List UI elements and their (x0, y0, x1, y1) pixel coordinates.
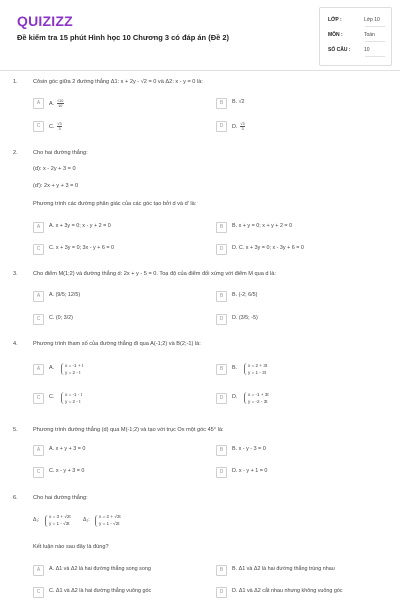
header (0, 0, 400, 72)
option-text: D. (3/5; -5) (232, 315, 258, 321)
question-text: Côsin góc giữa 2 đường thẳng Δ1: x + 2y - √2 = 0 và Δ2: x - y = 0 là: (33, 79, 203, 85)
option-letter: D (216, 467, 227, 478)
option-text: A. x = -1 + t y = 2 - t (49, 363, 84, 375)
question-text: Cho hai đường thẳng: (33, 150, 88, 156)
meta-label-count: SỐ CÂU : (328, 47, 351, 53)
option-letter: B (216, 222, 227, 233)
option-letter: A (33, 565, 44, 576)
question-text: Cho điểm M(1;2) và đường thẳng d: 2x + y - 5 = 0. Toạ độ của điểm đối xứng với điểm M qua d là: (33, 271, 276, 277)
option-text: D. $\frac{√3}{3}$ (232, 122, 245, 131)
option-letter: D (216, 314, 227, 325)
option-text: C. Δ1 và Δ2 là hai đường thẳng vuông góc (49, 588, 152, 594)
option-text: C. (0; 3/2) (49, 315, 73, 321)
option-letter: C (33, 314, 44, 325)
question-text: Phương trình đường thẳng (d) qua M(-1;2) và tạo với trục Ox một góc 45° là: (33, 427, 224, 433)
option-letter: B (216, 445, 227, 456)
option-letter: B (216, 291, 227, 302)
meta-label-class: LỚP : (328, 17, 342, 23)
option-text: C. x + 3y = 0; 3x - y + 6 = 0 (49, 245, 115, 251)
question-number: 6. (13, 495, 18, 501)
option-text: B. x + y = 0; x + y + 2 = 0 (232, 223, 293, 229)
option-letter: D (216, 121, 227, 132)
option-letter: D (216, 393, 227, 404)
line-equation: (d'): 2x + y + 3 = 0 (33, 183, 79, 189)
quizizz-logo: QUIZIZZ (17, 13, 73, 29)
option-letter: B (216, 98, 227, 109)
meta-box (319, 7, 392, 66)
option-letter: C (33, 244, 44, 255)
header-divider (0, 70, 400, 71)
document-title: Đề kiểm tra 15 phút Hình học 10 Chương 3 có đáp án (Đề 2) (17, 33, 230, 42)
option-letter: C (33, 393, 44, 404)
option-text: D. x - y + 1 = 0 (232, 468, 268, 474)
option-text: A. (9/5; 12/5) (49, 292, 81, 298)
option-letter: A (33, 291, 44, 302)
question-number: 5. (13, 427, 18, 433)
option-text: B. √2 (232, 99, 245, 105)
question-subtext: Phương trình các đường phân giác của các góc tạo bởi d và d' là: (33, 201, 197, 207)
option-letter: A (33, 445, 44, 456)
option-text: A. $\frac{√10}{10}$ (49, 99, 64, 108)
system-delta-2: Δ₂: (83, 517, 90, 523)
option-text: A. x + y + 3 = 0 (49, 446, 86, 452)
option-letter: C (33, 467, 44, 478)
meta-value-subject: Toán (364, 32, 375, 38)
option-letter: A (33, 98, 44, 109)
option-text: D. Δ1 và Δ2 cắt nhau nhưng không vuông góc (232, 588, 343, 594)
option-letter: C (33, 587, 44, 598)
option-text: D. C. x + 3y = 0; x - 3y + 6 = 0 (232, 245, 304, 251)
option-text: B. Δ1 và Δ2 là hai đường thẳng trùng nhau (232, 566, 335, 572)
question-text: Cho hai đường thẳng: (33, 495, 88, 501)
question-number: 3. (13, 271, 18, 277)
option-letter: B (216, 565, 227, 576)
option-letter: A (33, 222, 44, 233)
option-letter: D (216, 244, 227, 255)
option-text: C. x = -1 - t y = 2 - t (49, 392, 82, 404)
question-subtext: Kết luận nào sau đây là đúng? (33, 544, 109, 550)
meta-value-class: Lớp 10 (364, 17, 380, 23)
option-text: A. Δ1 và Δ2 là hai đường thẳng song song (49, 566, 151, 572)
meta-value-count: 10 (364, 47, 370, 53)
option-text: C. $\frac{√3}{3}$ (49, 122, 62, 131)
question-number: 4. (13, 341, 18, 347)
system-equations: x = 2 + √3t y = 1 - √2t (99, 514, 121, 526)
meta-label-subject: MÔN : (328, 32, 343, 38)
option-letter: A (33, 364, 44, 375)
meta-divider (365, 26, 385, 27)
question-number: 1. (13, 79, 18, 85)
system-delta-1: Δ₁: (33, 517, 40, 523)
line-equation: (d): x - 2y + 3 = 0 (33, 166, 76, 172)
option-text: B. x = 2 + 3t y = 1 - 3t (232, 363, 268, 375)
option-text: B. x - y - 3 = 0 (232, 446, 266, 452)
option-letter: B (216, 364, 227, 375)
meta-divider (365, 41, 385, 42)
meta-divider (365, 56, 385, 57)
option-letter: C (33, 121, 44, 132)
option-text: B. (-2; 6/5) (232, 292, 258, 298)
option-text: A. x + 3y = 0; x - y + 2 = 0 (49, 223, 111, 229)
option-text: D. x = -1 + 3t y = -2 - 3t (232, 392, 269, 404)
option-letter: D (216, 587, 227, 598)
question-number: 2. (13, 150, 18, 156)
option-text: C. x - y + 3 = 0 (49, 468, 85, 474)
system-equations: x = 3 + √2t y = 1 - √3t (49, 514, 71, 526)
question-text: Phương trình tham số của đường thẳng đi qua A(-1;2) và B(2;-1) là: (33, 341, 201, 347)
